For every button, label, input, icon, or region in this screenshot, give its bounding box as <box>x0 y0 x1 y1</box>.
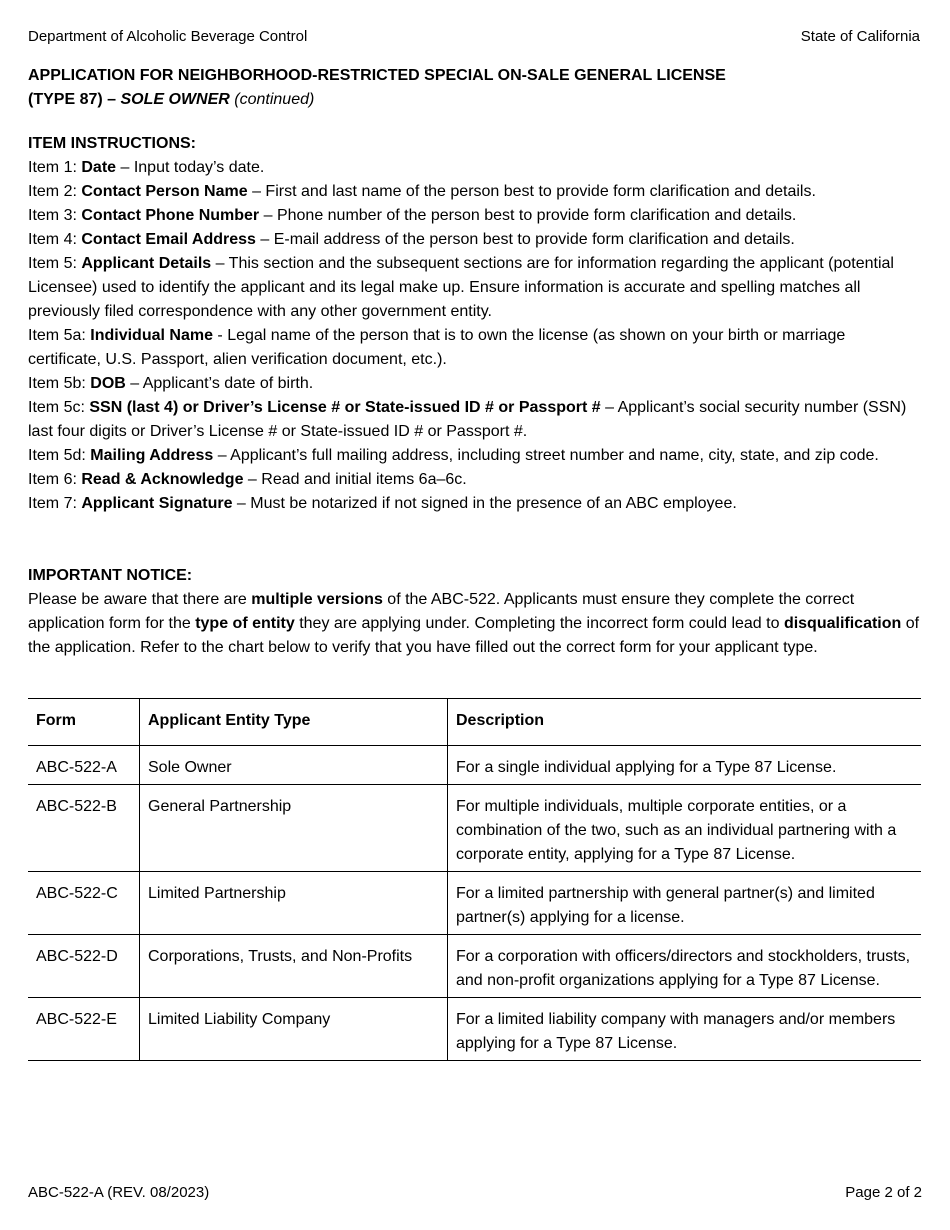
title-entity: SOLE OWNER <box>120 91 230 108</box>
table-row <box>28 935 921 998</box>
instruction-item: Item 5a: Individual Name - Legal name of the person that is to own the license (as shown on your birth or marriage certificate, U.S. Passport, alien verification document, etc.). <box>28 327 846 368</box>
cell-desc: For a limited liability company with managers and/or members applying for a Type 87 License. <box>448 998 922 1061</box>
form-title <box>28 64 918 112</box>
instructions-list <box>28 156 922 516</box>
header-entity-type: Applicant Entity Type <box>140 699 448 746</box>
instruction-item: Item 4: Contact Email Address – E-mail address of the person best to provide form clarification and details. <box>28 231 795 248</box>
table-header-row <box>28 699 921 746</box>
cell-form: ABC-522-D <box>28 935 140 998</box>
cell-type: Limited Partnership <box>140 872 448 935</box>
form-versions-table <box>28 698 921 1061</box>
cell-type: General Partnership <box>140 785 448 872</box>
cell-form: ABC-522-E <box>28 998 140 1061</box>
agency-name: Department of Alcoholic Beverage Control <box>28 28 308 45</box>
cell-form: ABC-522-C <box>28 872 140 935</box>
page-number: Page 2 of 2 <box>845 1184 922 1201</box>
title-line-2: (TYPE 87) – SOLE OWNER (continued) <box>28 91 315 108</box>
header-description: Description <box>448 699 922 746</box>
table-row <box>28 872 921 935</box>
cell-desc: For a limited partnership with general partner(s) and limited partner(s) applying for a license. <box>448 872 922 935</box>
instruction-item: Item 3: Contact Phone Number – Phone number of the person best to provide form clarification and details. <box>28 207 797 224</box>
item-instructions <box>28 132 922 516</box>
important-notice <box>28 564 922 660</box>
cell-type: Limited Liability Company <box>140 998 448 1061</box>
instruction-item: Item 5: Applicant Details – This section and the subsequent sections are for information regarding the applicant (potential Licensee) used to identify the applicant and its legal make up. Ensure information is accurate and spelling matches all previously filed correspondence with any other government entity. <box>28 255 894 320</box>
instruction-item: Item 2: Contact Person Name – First and last name of the person best to provide form clarification and details. <box>28 183 816 200</box>
instruction-item: Item 7: Applicant Signature – Must be notarized if not signed in the presence of an ABC employee. <box>28 495 737 512</box>
instruction-item: Item 6: Read & Acknowledge – Read and initial items 6a–6c. <box>28 471 467 488</box>
table-row <box>28 746 921 785</box>
cell-type: Corporations, Trusts, and Non-Profits <box>140 935 448 998</box>
cell-desc: For multiple individuals, multiple corporate entities, or a combination of the two, such as an individual partnering with a corporate entity, applying for a Type 87 License. <box>448 785 922 872</box>
state-name: State of California <box>800 28 920 45</box>
table-row <box>28 785 921 872</box>
title-line-1: APPLICATION FOR NEIGHBORHOOD-RESTRICTED SPECIAL ON-SALE GENERAL LICENSE <box>28 67 726 84</box>
instruction-item: Item 1: Date – Input today’s date. <box>28 159 265 176</box>
cell-form: ABC-522-B <box>28 785 140 872</box>
notice-heading: IMPORTANT NOTICE: <box>28 567 193 584</box>
cell-desc: For a corporation with officers/directors and stockholders, trusts, and non-profit organizations applying for a Type 87 License. <box>448 935 922 998</box>
cell-type: Sole Owner <box>140 746 448 785</box>
instruction-item: Item 5b: DOB – Applicant’s date of birth. <box>28 375 314 392</box>
instruction-item: Item 5c: SSN (last 4) or Driver’s License # or State-issued ID # or Passport # – Applicant’s social security number (SSN) last four digits or Driver’s License # or State-issued ID # or Passport #. <box>28 399 907 440</box>
instructions-heading: ITEM INSTRUCTIONS: <box>28 135 196 152</box>
cell-form: ABC-522-A <box>28 746 140 785</box>
instruction-item: Item 5d: Mailing Address – Applicant’s full mailing address, including street number and name, city, state, and zip code. <box>28 447 879 464</box>
cell-desc: For a single individual applying for a Type 87 License. <box>448 746 922 785</box>
table-row <box>28 998 921 1061</box>
form-revision: ABC-522-A (REV. 08/2023) <box>28 1184 210 1201</box>
notice-text: Please be aware that there are multiple versions of the ABC-522. Applicants must ensure they complete the correct application form for the type of entity they are applying under. Completing the incorrect form could lead to disqualification of the application. Refer to the chart below to verify that you have filled out the correct form for your applicant type. <box>28 591 920 656</box>
header-form: Form <box>28 699 140 746</box>
